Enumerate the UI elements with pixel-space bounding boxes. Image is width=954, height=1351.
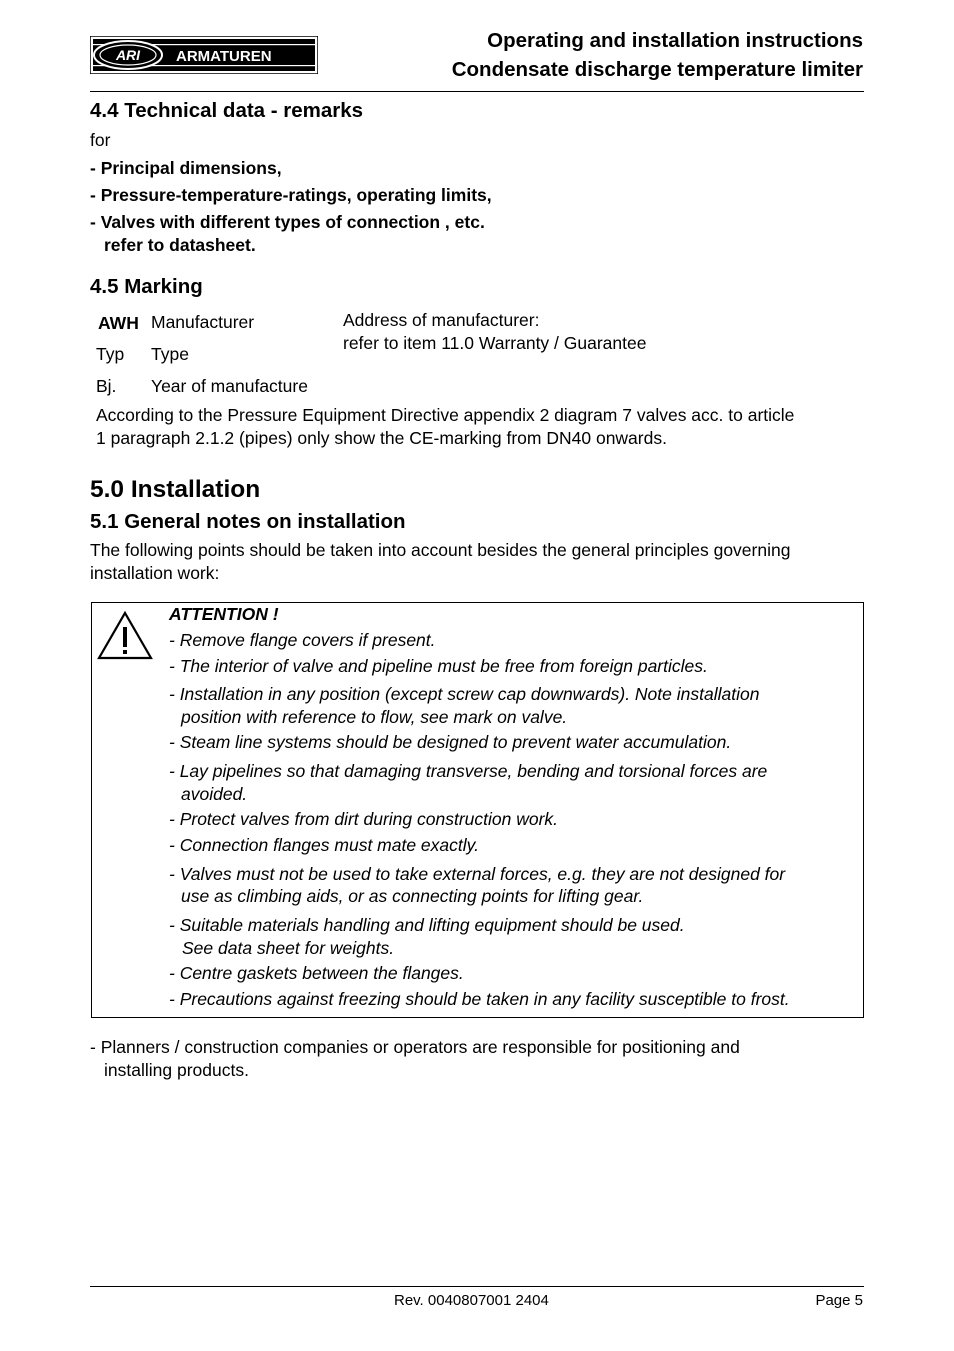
attention-line: avoided. (181, 784, 248, 804)
section-4-4-heading: 4.4 Technical data - remarks (90, 99, 364, 122)
marking-label-type: Type (151, 344, 189, 364)
attention-line: - Lay pipelines so that damaging transverse, bending and torsional forces are (169, 761, 768, 781)
footer-divider (90, 1286, 864, 1287)
section-5-0-heading: 5.0 Installation (90, 476, 261, 503)
attention-line: - Steam line systems should be designed to prevent water accumulation. (169, 732, 732, 752)
attention-line: - Connection flanges must mate exactly. (169, 835, 479, 855)
svg-text:ARMATUREN: ARMATUREN (176, 48, 272, 65)
address-of-manufacturer (343, 309, 646, 355)
directive-paragraph (96, 404, 794, 450)
section-5-1-heading: 5.1 General notes on installation (90, 510, 406, 533)
document-title (452, 26, 863, 84)
marking-code-typ: Typ (96, 344, 125, 364)
list-item: - Pressure-temperature-ratings, operating limits, (90, 185, 492, 205)
attention-line: - Precautions against freezing should be taken in any facility susceptible to frost. (169, 989, 790, 1009)
intro-line-2: installation work: (90, 563, 220, 583)
refer-datasheet: refer to datasheet. (104, 235, 256, 255)
marking-label-year: Year of manufacture (151, 376, 308, 396)
header-divider (90, 91, 864, 92)
svg-text:ARI: ARI (115, 47, 141, 63)
attention-line: use as climbing aids, or as connecting points for lifting gear. (181, 886, 644, 906)
directive-line-2: 1 paragraph 2.1.2 (pipes) only show the CE-marking from DN40 onwards. (96, 428, 667, 448)
installation-intro (90, 539, 790, 585)
attention-line: See data sheet for weights. (182, 938, 395, 958)
page-number: Page 5 (815, 1292, 863, 1309)
planners-note-line-2: installing products. (104, 1060, 249, 1080)
attention-line: - Centre gaskets between the flanges. (169, 963, 464, 983)
attention-title: ATTENTION ! (169, 604, 279, 624)
intro-line-1: The following points should be taken into account besides the general principles governing (90, 540, 791, 560)
attention-line: - Installation in any position (except screw cap downwards). Note installation (169, 684, 760, 704)
marking-code-awh: AWH (98, 313, 139, 333)
attention-line: - Suitable materials handling and lifting equipment should be used. (169, 915, 685, 935)
marking-label-manufacturer: Manufacturer (151, 312, 255, 332)
attention-line: - Remove flange covers if present. (169, 630, 436, 650)
revision-number: Rev. 0040807001 2404 (394, 1292, 549, 1309)
for-label: for (90, 130, 111, 150)
warning-triangle-icon (96, 610, 154, 662)
ari-armaturen-logo (90, 36, 318, 74)
attention-line: - Valves must not be used to take external forces, e.g. they are not designed for (169, 864, 786, 884)
address-line-2: refer to item 11.0 Warranty / Guarantee (343, 333, 647, 353)
attention-line: - The interior of valve and pipeline must be free from foreign particles. (169, 656, 708, 676)
section-4-5-heading: 4.5 Marking (90, 275, 203, 298)
planners-note-line-1: - Planners / construction companies or operators are responsible for positioning and (90, 1037, 740, 1057)
title-line-2: Condensate discharge temperature limiter (451, 58, 863, 81)
list-item: - Valves with different types of connection , etc. (90, 212, 485, 232)
attention-line: position with reference to flow, see mark on valve. (181, 707, 568, 727)
title-line-1: Operating and installation instructions (487, 29, 863, 52)
list-item: - Principal dimensions, (90, 158, 282, 178)
directive-line-1: According to the Pressure Equipment Directive appendix 2 diagram 7 valves acc. to article (96, 405, 795, 425)
attention-line: - Protect valves from dirt during construction work. (169, 809, 559, 829)
address-line-1: Address of manufacturer: (343, 310, 540, 330)
marking-code-bj: Bj. (96, 376, 117, 396)
